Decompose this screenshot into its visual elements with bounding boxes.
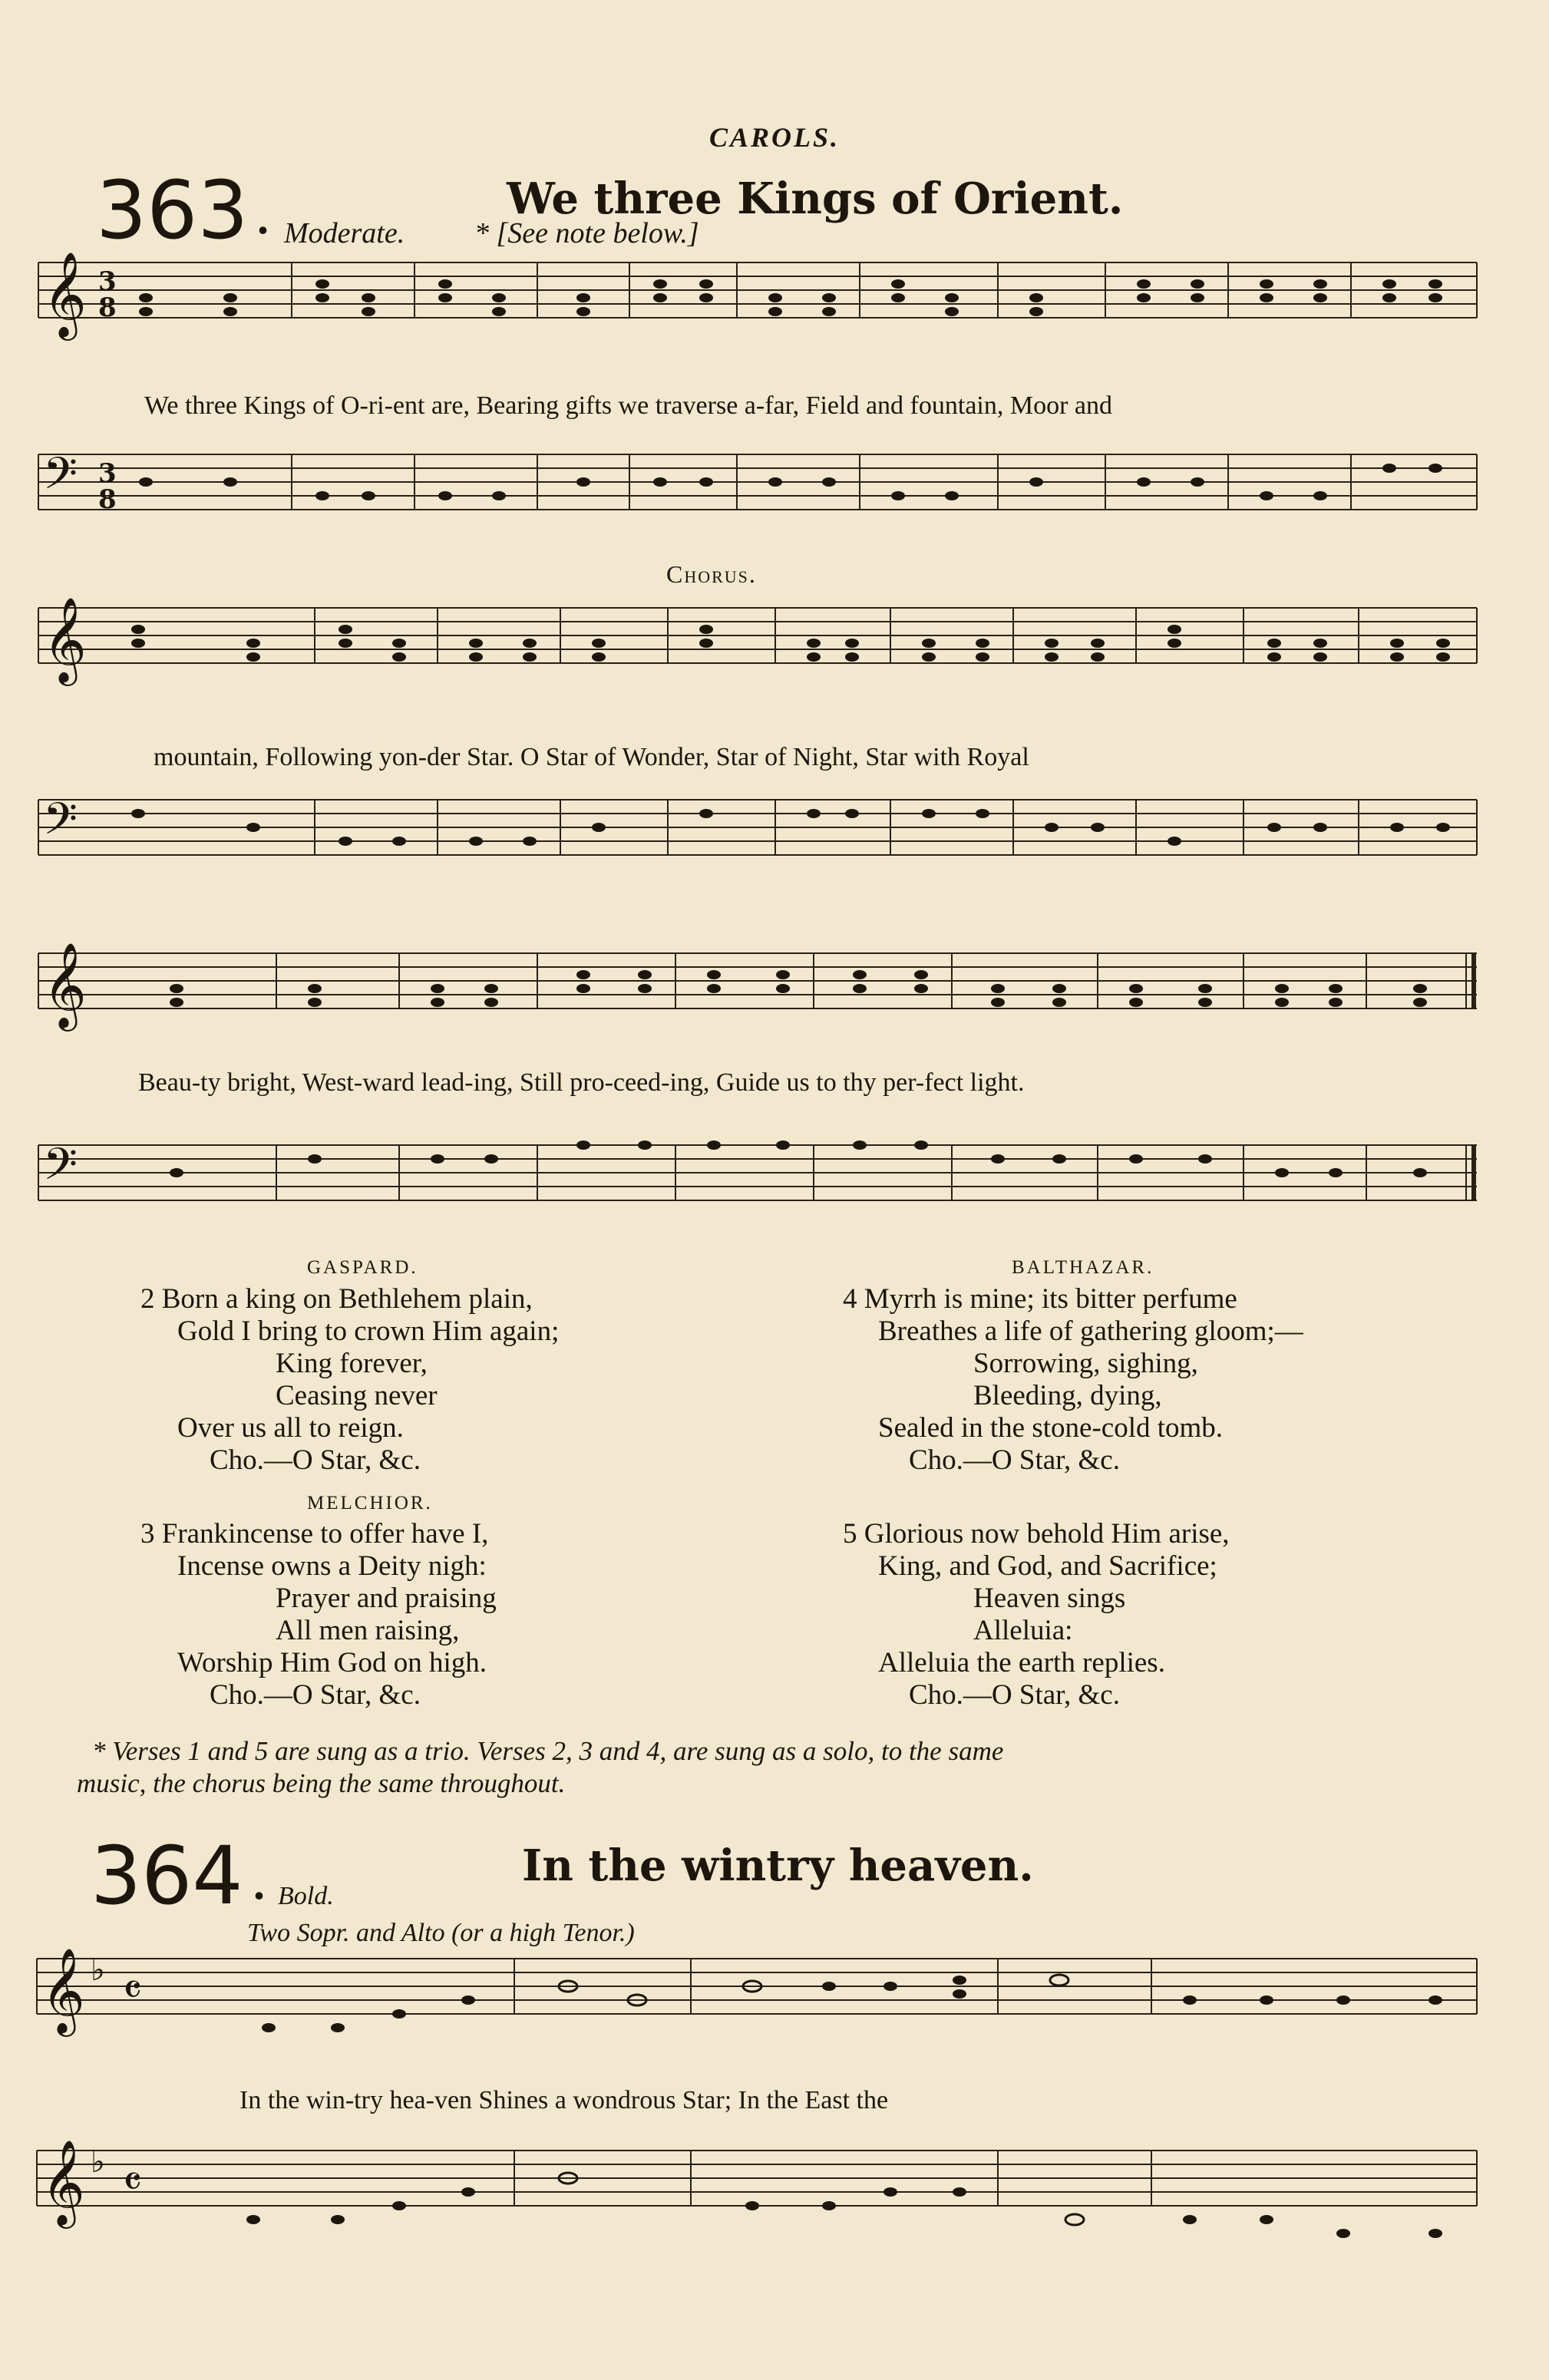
verse-line: Over us all to reign. [177, 1412, 404, 1444]
verse-4-title: BALTHAZAR. [1012, 1257, 1154, 1278]
tempo-marking-364: Bold. [278, 1882, 334, 1910]
verse-line: Sealed in the stone-cold tomb. [878, 1412, 1224, 1444]
verse-line: 2 Born a king on Bethlehem plain, [140, 1283, 533, 1315]
svg-text:♭: ♭ [91, 1953, 105, 1988]
voicing-note-364: Two Sopr. and Alto (or a high Tenor.) [247, 1919, 635, 1947]
footnote-line-2: music, the chorus being the same throughout. [77, 1768, 566, 1798]
svg-text:𝄴: 𝄴 [123, 1966, 143, 2015]
page-header: CAROLS. [708, 122, 841, 153]
bass-clef-icon: 𝄢 [43, 1138, 78, 1201]
tempo-marking-363: Moderate. [284, 217, 405, 249]
verse-line: Alleluia: [973, 1615, 1073, 1646]
verse-line: Heaven sings [973, 1583, 1126, 1614]
verse-line: 3 Frankincense to offer have I, [140, 1518, 489, 1550]
hymn-number-dot: . [257, 193, 269, 243]
verse-4 [843, 1283, 1303, 1477]
verse-line: All men raising, [276, 1615, 460, 1646]
notes-1 [139, 279, 1442, 500]
verse-line: 4 Myrrh is mine; its bitter perfume [843, 1283, 1237, 1315]
music-system-3 [0, 944, 1549, 1251]
verse-line: Incense owns a Deity nigh: [177, 1550, 487, 1582]
verse-2-title: GASPARD. [307, 1257, 418, 1278]
verse-line: Alleluia the earth replies. [878, 1647, 1165, 1679]
verse-line: Breathes a life of gathering gloom;— [878, 1315, 1303, 1347]
bass-clef-icon: 𝄢 [43, 447, 78, 510]
hymn-number-364: 364 [91, 1829, 243, 1923]
lyric-line-1: We three Kings of O-ri-ent are, Bearing gifts we traverse a-far, Field and fountain, Moor and [144, 391, 1113, 420]
verse-line: King, and God, and Sacrifice; [878, 1550, 1217, 1582]
verse-line: Cho.—O Star, &c. [909, 1444, 1120, 1476]
verse-line: Cho.—O Star, &c. [210, 1679, 421, 1711]
svg-text:𝄴: 𝄴 [123, 2157, 143, 2207]
lyric-line-3: Beau-ty bright, West-ward lead-ing, Still pro-ceed-ing, Guide us to thy per-fect light. [138, 1068, 1025, 1097]
svg-text:3: 3 [98, 266, 117, 297]
treble-clef-icon: 𝄞 [43, 251, 87, 337]
lyric-line-2: mountain, Following yon-der Star. O Star of Wonder, Star of Night, Star with Royal [154, 743, 1029, 771]
verse-line: Bleeding, dying, [973, 1380, 1162, 1411]
treble-clef-icon: 𝄞 [41, 1947, 85, 2033]
hymn-title-363: We three Kings of Orient. [507, 173, 1124, 224]
verse-line: Ceasing never [276, 1380, 438, 1411]
lyric-line-364: In the win-try hea-ven Shines a wondrous Star; In the East the [239, 2086, 889, 2114]
svg-text:3: 3 [98, 458, 117, 489]
verse-line: Worship Him God on high. [177, 1647, 487, 1679]
svg-text:8: 8 [98, 292, 117, 323]
verse-line: King forever, [276, 1348, 428, 1379]
treble-staff-1 [38, 262, 1477, 318]
svg-text:♭: ♭ [91, 2144, 105, 2180]
music-system-4 [0, 1949, 1549, 2333]
verse-line: Gold I bring to crown Him again; [177, 1315, 560, 1347]
treble-clef-icon: 𝄞 [41, 2139, 85, 2225]
hymn-title-364: In the wintry heaven. [522, 1840, 1034, 1891]
verse-2 [140, 1283, 559, 1477]
bass-staff-1 [38, 454, 1477, 510]
verse-line: Sorrowing, sighing, [973, 1348, 1198, 1379]
hymn-number-363: 363 [96, 163, 249, 257]
clefs-1 [43, 251, 117, 515]
treble-clef-icon: 𝄞 [43, 942, 87, 1028]
verse-line: Prayer and praising [276, 1583, 497, 1614]
footnote-reference: * [See note below.] [474, 217, 699, 249]
bass-clef-icon: 𝄢 [43, 793, 78, 856]
verse-line: Cho.—O Star, &c. [909, 1679, 1120, 1711]
hymn-number-dot: . [253, 1858, 265, 1909]
verse-3-title: MELCHIOR. [307, 1493, 433, 1513]
verse-line: Cho.—O Star, &c. [210, 1444, 421, 1476]
verse-5 [843, 1518, 1230, 1712]
verse-line: 5 Glorious now behold Him arise, [843, 1518, 1230, 1550]
verse-3 [140, 1518, 497, 1712]
footnote-line-1: * Verses 1 and 5 are sung as a trio. Verses 2, 3 and 4, are sung as a solo, to the same [92, 1736, 1004, 1766]
treble-clef-icon: 𝄞 [43, 596, 87, 682]
svg-text:8: 8 [98, 484, 117, 515]
chorus-label: Chorus. [666, 560, 757, 588]
